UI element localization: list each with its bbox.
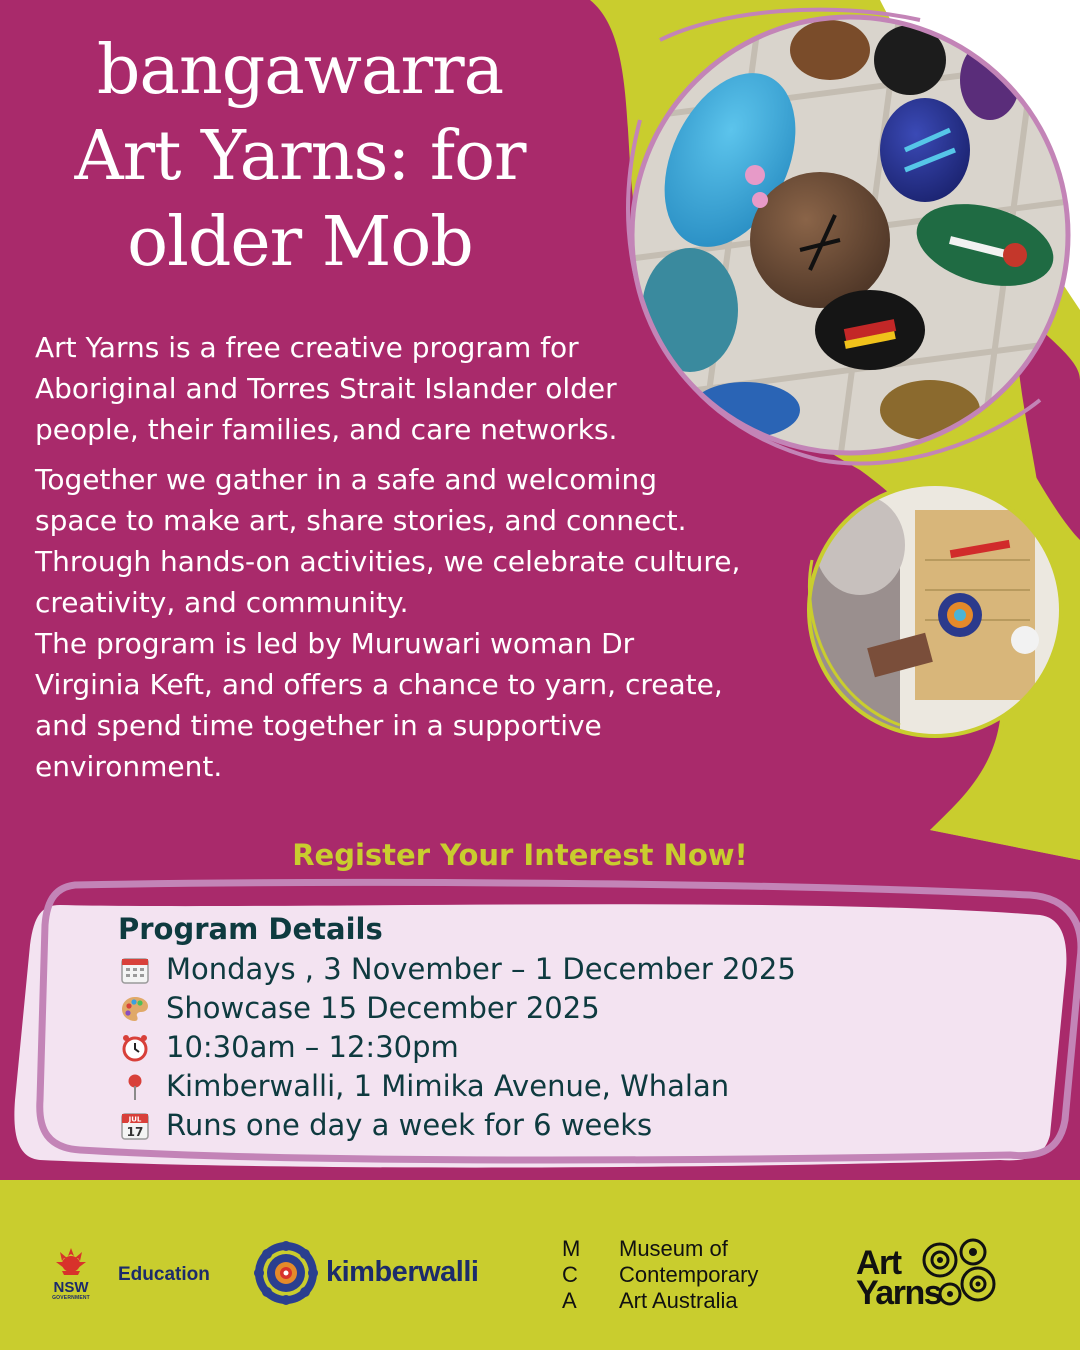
intro-line: Art Yarns is a free creative program for (35, 331, 579, 364)
program-details-heading: Program Details (118, 912, 383, 946)
intro-line: Aboriginal and Torres Strait Islander older (35, 372, 617, 405)
description-line: The program is led by Muruwari woman Dr (35, 627, 635, 660)
location-pin-icon (118, 1072, 152, 1102)
program-item-location (118, 1067, 796, 1106)
mca-logo (562, 1236, 758, 1314)
page-title (20, 28, 580, 286)
title-line-1: bangawarra (96, 31, 504, 110)
program-item-time (118, 1028, 796, 1067)
description-line: Virginia Keft, and offers a chance to yarn, create, (35, 668, 723, 701)
waratah-icon (54, 1246, 88, 1276)
calendar-day-label: 17 (126, 1124, 144, 1139)
art-yarns-line-2: Yarns (856, 1274, 942, 1312)
program-item-text: Showcase 15 December 2025 (166, 991, 600, 1025)
palette-icon (118, 994, 152, 1024)
calendar-icon (118, 955, 152, 985)
program-item-dates (118, 950, 796, 989)
kimberwalli-wordmark: kimberwalli (326, 1256, 479, 1288)
description-paragraph (35, 459, 815, 787)
intro-paragraph (35, 327, 695, 450)
mca-line: Art Australia (619, 1288, 738, 1313)
education-label: Education (118, 1264, 210, 1285)
mca-letter: A (562, 1288, 577, 1313)
description-line: Through hands-on activities, we celebrate culture, (35, 545, 741, 578)
alarm-clock-icon (118, 1033, 152, 1063)
description-line: environment. (35, 750, 223, 783)
program-item-frequency (118, 1106, 796, 1145)
program-item-text: Runs one day a week for 6 weeks (166, 1108, 653, 1142)
art-yarns-line-1: Art (856, 1244, 901, 1282)
description-line: space to make art, share stories, and connect. (35, 504, 687, 537)
nsw-government-label: GOVERNMENT (52, 1295, 90, 1301)
title-line-3: older Mob (127, 203, 473, 282)
register-interest-link[interactable]: Register Your Interest Now! (292, 838, 748, 872)
intro-line: people, their families, and care networks. (35, 413, 618, 446)
title-line-2: Art Yarns: for (74, 117, 526, 196)
program-item-text: 10:30am – 12:30pm (166, 1030, 459, 1064)
mca-line: Contemporary (619, 1262, 759, 1287)
nsw-wordmark: NSW (53, 1279, 89, 1296)
calendar-month-label: JUL (128, 1115, 142, 1123)
art-yarns-emblem-icon (918, 1232, 1000, 1319)
program-details (118, 908, 796, 1145)
description-line: Together we gather in a safe and welcoming (35, 463, 657, 496)
partner-logos (0, 1188, 1080, 1350)
program-item-text: Mondays , 3 November – 1 December 2025 (166, 952, 796, 986)
mca-line: Museum of (619, 1236, 728, 1261)
description-line: creativity, and community. (35, 586, 409, 619)
description-line: and spend time together in a supportive (35, 709, 602, 742)
date-calendar-icon (118, 1111, 152, 1141)
mca-letter: M (562, 1236, 581, 1261)
mca-letter: C (562, 1262, 578, 1287)
program-item-showcase (118, 989, 796, 1028)
program-item-text: Kimberwalli, 1 Mimika Avenue, Whalan (166, 1069, 730, 1103)
nsw-government-logo (46, 1246, 96, 1301)
kimberwalli-emblem-icon (253, 1240, 319, 1311)
